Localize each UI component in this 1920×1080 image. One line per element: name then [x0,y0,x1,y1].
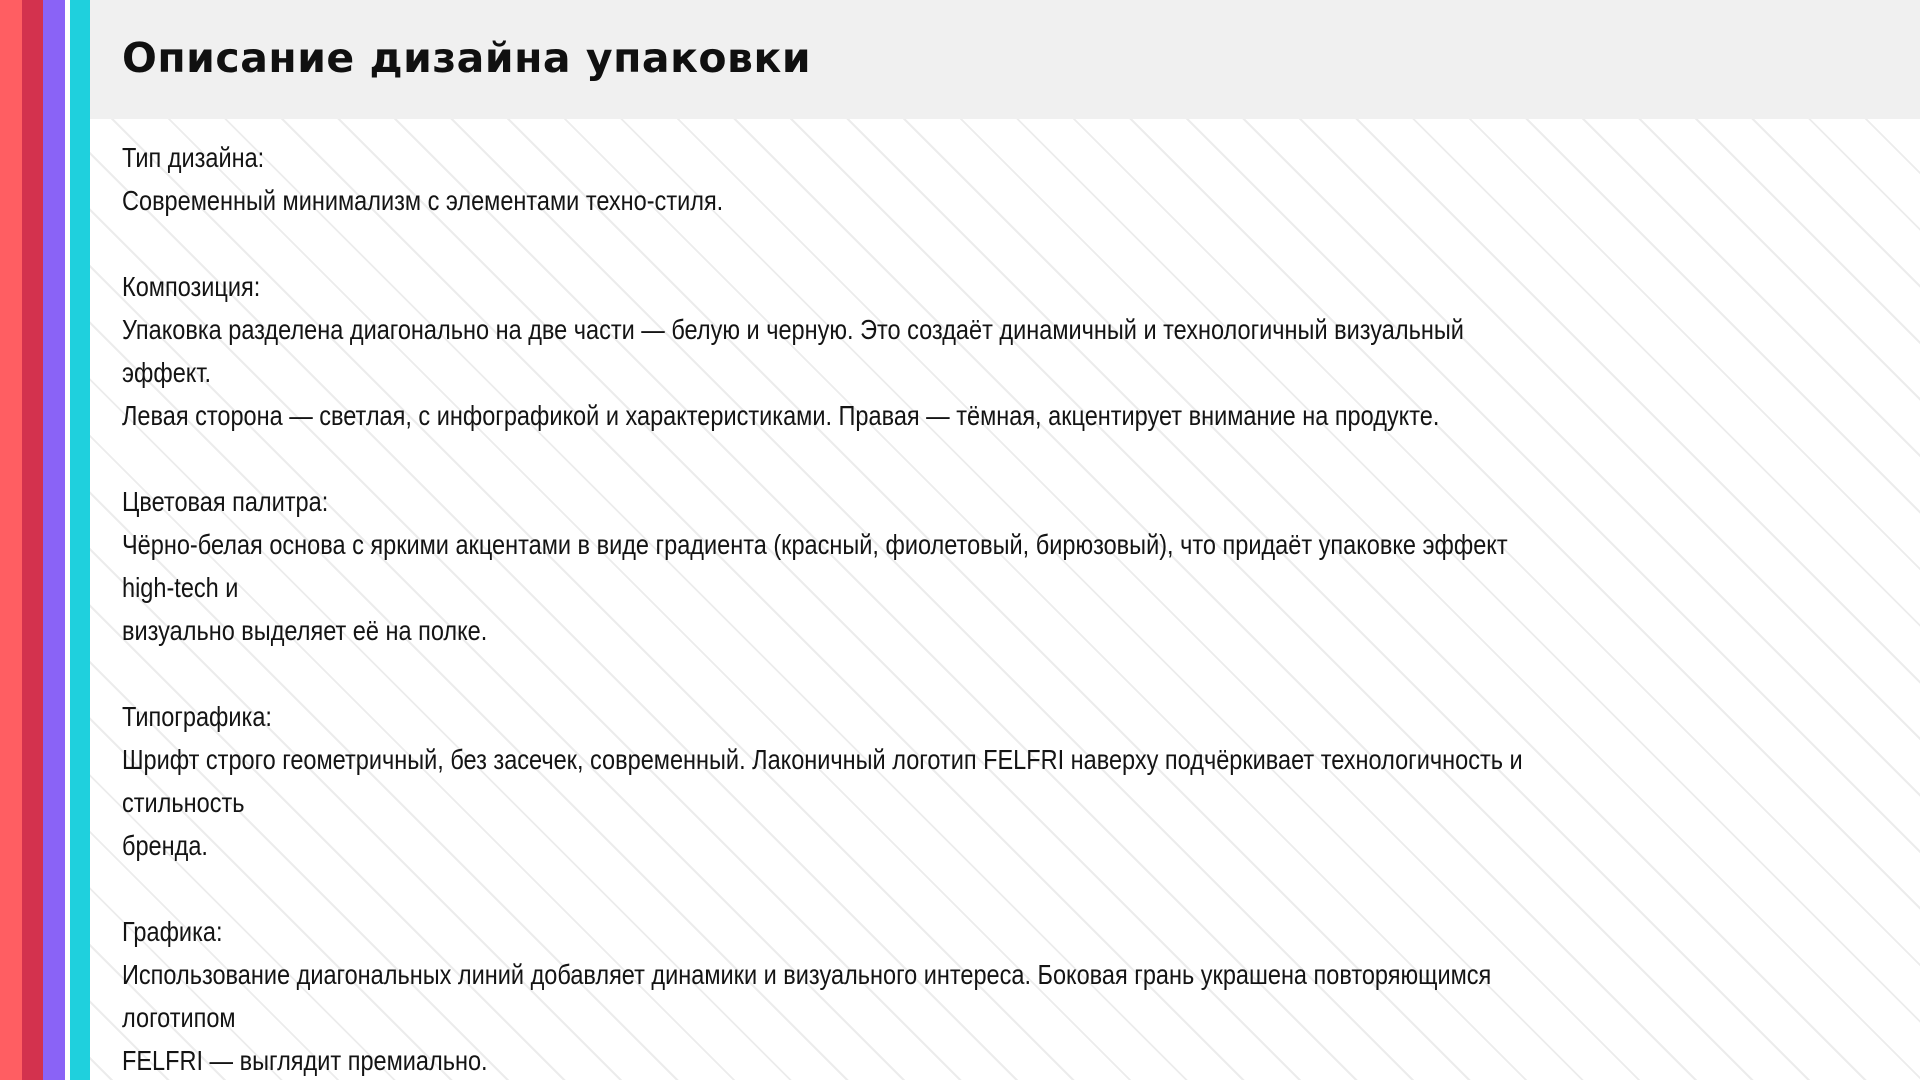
accent-stripe-red [0,0,22,1080]
section-text-line: Современный минимализм с элементами техно-стиля. [122,185,724,216]
section-text-line: Чёрно-белая основа с яркими акцентами в виде градиента (красный, фиолетовый, бирюзовый), что придаёт упаковке эффект high-tech и [122,529,1508,603]
section-text-line: бренда. [122,830,208,861]
section-color-palette [122,480,1550,652]
section-heading: Цветовая палитра: [122,486,329,517]
accent-stripe-crimson [22,0,43,1080]
section-typography [122,695,1550,867]
section-text-line: Шрифт строго геометричный, без засечек, современный. Лаконичный логотип FELFRI наверху подчёркивает технологичность и стильность [122,744,1523,818]
section-heading: Графика: [122,916,223,947]
section-text-line: Левая сторона — светлая, с инфографикой и характеристиками. Правая — тёмная, акцентирует внимание на продукте. [122,400,1440,431]
section-heading: Тип дизайна: [122,142,265,173]
section-text-line: визуально выделяет её на полке. [122,615,488,646]
section-text-line: Использование диагональных линий добавляет динамики и визуального интереса. Боковая грань украшена повторяющимся логотипом [122,959,1492,1033]
section-text-line: FELFRI — выглядит премиально. [122,1045,488,1076]
section-composition [122,265,1550,437]
accent-stripes [0,0,90,1080]
section-design-type [122,136,1550,222]
content-body [122,136,1550,1080]
accent-stripe-violet [43,0,65,1080]
section-heading: Типографика: [122,701,272,732]
page-title: Описание дизайна упаковки [122,34,812,82]
section-graphics [122,910,1550,1080]
section-heading: Композиция: [122,271,261,302]
header-bar [90,0,1920,119]
section-text-line: Упаковка разделена диагонально на две части — белую и черную. Это создаёт динамичный и технологичный визуальный эффект. [122,314,1464,388]
accent-stripe-turquoise [70,0,90,1080]
